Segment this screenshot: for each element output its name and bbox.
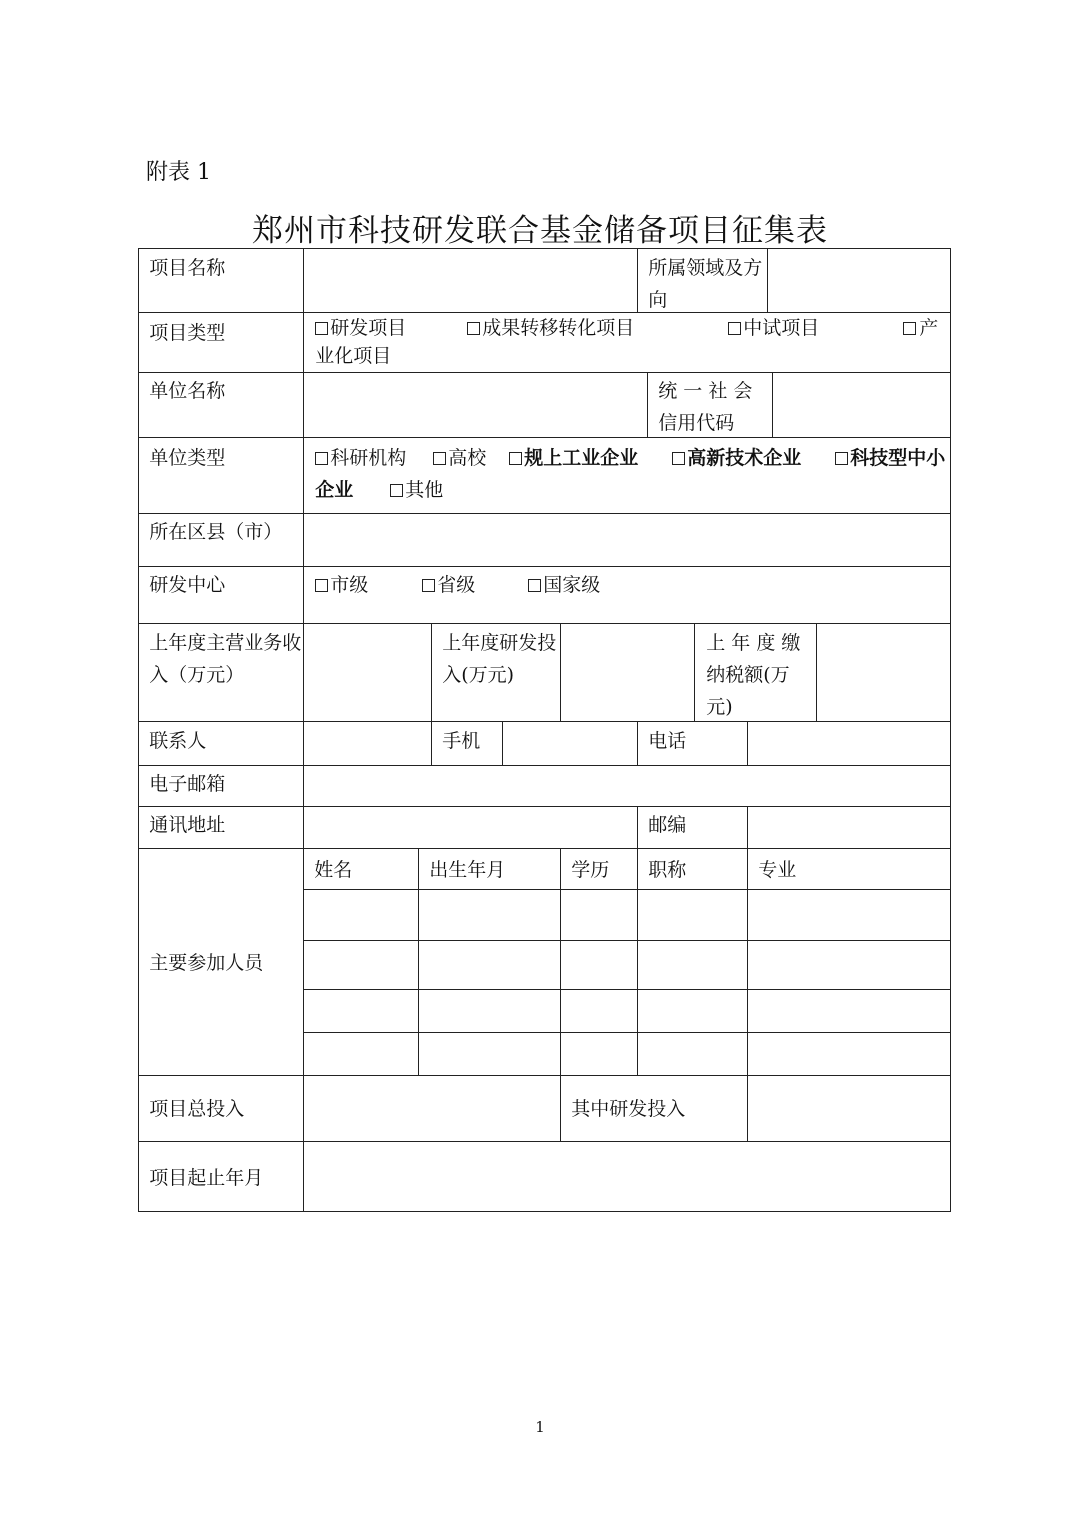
- field-direction-label: 所属领域及方向: [648, 257, 763, 312]
- postcode-label-cell: [637, 806, 748, 849]
- personnel-cell[interactable]: [637, 989, 748, 1033]
- attachment-label: 附表 1: [146, 160, 211, 185]
- mobile-label-cell: [431, 721, 503, 766]
- rd-center-label: 研发中心: [149, 574, 226, 597]
- personnel-cell[interactable]: [560, 989, 638, 1033]
- field-direction-input[interactable]: [767, 248, 951, 313]
- checkbox-icon[interactable]: [390, 484, 403, 497]
- period-label: 项目起止年月: [149, 1167, 264, 1190]
- credit-code-label-cell: [647, 372, 773, 438]
- period-label-cell: [138, 1141, 304, 1212]
- last-year-rd-input[interactable]: [560, 623, 695, 722]
- personnel-col-title: [637, 848, 748, 890]
- last-year-tax-input[interactable]: [816, 623, 951, 722]
- personnel-label-cell: [138, 848, 304, 1076]
- last-year-rd-label: 上年度研发投入(万元): [442, 632, 557, 687]
- total-investment-input[interactable]: [303, 1075, 561, 1142]
- project-type-options: [303, 312, 951, 373]
- personnel-cell[interactable]: [560, 940, 638, 990]
- credit-code-label: 统 一 社 会信用代码: [658, 380, 753, 435]
- page-number: 1: [535, 1418, 545, 1436]
- phone-label-cell: [637, 721, 748, 766]
- postcode-label: 邮编: [648, 814, 687, 837]
- unit-type-label-cell: [138, 437, 304, 514]
- rd-center-option-province[interactable]: 省级: [422, 569, 475, 601]
- personnel-cell[interactable]: [303, 1032, 419, 1076]
- postcode-input[interactable]: [747, 806, 951, 849]
- address-label-cell: [138, 806, 304, 849]
- district-label: 所在区县（市）: [149, 521, 283, 544]
- project-name-label: 项目名称: [149, 257, 226, 280]
- checkbox-icon[interactable]: [315, 579, 328, 592]
- email-label-cell: [138, 765, 304, 807]
- project-type-option-industrial: 产业化项目: [315, 317, 939, 368]
- unit-type-option-research[interactable]: 科研机构: [315, 442, 406, 474]
- project-name-label-cell: [138, 248, 304, 313]
- rd-center-options: [303, 566, 951, 624]
- unit-type-option-college[interactable]: 高校: [433, 442, 486, 474]
- mobile-input[interactable]: [502, 721, 638, 766]
- personnel-col-name-label: 姓名: [314, 859, 353, 882]
- contact-input[interactable]: [303, 721, 432, 766]
- period-input[interactable]: [303, 1141, 951, 1212]
- checkbox-icon[interactable]: [422, 579, 435, 592]
- personnel-cell[interactable]: [637, 940, 748, 990]
- personnel-label: 主要参加人员: [149, 952, 264, 975]
- project-type-option-transfer[interactable]: 成果转移转化项目: [467, 312, 634, 344]
- unit-name-label-cell: [138, 372, 304, 438]
- project-type-label: 项目类型: [149, 322, 226, 345]
- personnel-cell[interactable]: [747, 889, 951, 941]
- address-input[interactable]: [303, 806, 638, 849]
- personnel-col-title-label: 职称: [648, 859, 687, 882]
- field-direction-label-cell: [637, 248, 768, 313]
- personnel-cell[interactable]: [747, 1032, 951, 1076]
- personnel-cell[interactable]: [560, 1032, 638, 1076]
- personnel-cell[interactable]: [418, 940, 561, 990]
- personnel-cell[interactable]: [303, 989, 419, 1033]
- personnel-col-major-label: 专业: [758, 859, 797, 882]
- credit-code-input[interactable]: [772, 372, 951, 438]
- rd-center-option-city[interactable]: 市级: [315, 569, 368, 601]
- application-form: [139, 249, 952, 1213]
- personnel-col-birth-label: 出生年月: [429, 859, 506, 882]
- revenue-label-cell: [138, 623, 304, 722]
- personnel-cell[interactable]: [303, 940, 419, 990]
- phone-label: 电话: [648, 730, 687, 753]
- total-investment-label: 项目总投入: [149, 1098, 245, 1121]
- total-investment-label-cell: [138, 1075, 304, 1142]
- address-label: 通讯地址: [149, 814, 226, 837]
- form-title: 郑州市科技研发联合基金储备项目征集表: [252, 213, 828, 249]
- personnel-col-name: [303, 848, 419, 890]
- personnel-col-birth: [418, 848, 561, 890]
- checkbox-icon[interactable]: [528, 579, 541, 592]
- rd-investment-label-cell2: [560, 1075, 748, 1142]
- personnel-col-education-label: 学历: [571, 859, 610, 882]
- contact-label-cell: [138, 721, 304, 766]
- unit-type-option-other[interactable]: 其他: [390, 474, 443, 506]
- unit-type-option-sme: 科技型中小企业: [315, 447, 946, 502]
- personnel-cell[interactable]: [637, 889, 748, 941]
- personnel-cell[interactable]: [418, 989, 561, 1033]
- personnel-col-education: [560, 848, 638, 890]
- unit-type-options: [303, 437, 951, 514]
- mobile-label: 手机: [442, 730, 481, 753]
- project-type-option-rd[interactable]: 研发项目: [315, 312, 406, 344]
- rd-center-option-national[interactable]: 国家级: [528, 569, 600, 601]
- project-type-option-pilot[interactable]: 中试项目: [728, 312, 819, 344]
- rd-investment-label: 其中研发投入: [571, 1098, 686, 1121]
- personnel-cell[interactable]: [418, 1032, 561, 1076]
- rd-investment-input[interactable]: [747, 1075, 951, 1142]
- phone-input[interactable]: [747, 721, 951, 766]
- unit-type-option-industrial[interactable]: 规上工业企业: [509, 442, 638, 474]
- unit-type-label: 单位类型: [149, 447, 226, 470]
- email-label: 电子邮箱: [149, 773, 226, 796]
- project-type-label-cell: [138, 312, 304, 373]
- personnel-cell[interactable]: [637, 1032, 748, 1076]
- unit-type-option-hightech[interactable]: 高新技术企业: [672, 442, 801, 474]
- rd-investment-label-cell: [431, 623, 561, 722]
- personnel-cell[interactable]: [418, 889, 561, 941]
- personnel-cell[interactable]: [303, 889, 419, 941]
- personnel-cell[interactable]: [747, 940, 951, 990]
- revenue-input[interactable]: [303, 623, 432, 722]
- district-label-cell: [138, 513, 304, 567]
- personnel-cell[interactable]: [560, 889, 638, 941]
- contact-label: 联系人: [149, 730, 207, 753]
- project-name-input[interactable]: [303, 248, 638, 313]
- district-input[interactable]: [303, 513, 951, 567]
- revenue-label: 上年度主营业务收入（万元）: [149, 632, 302, 687]
- tax-label-cell: [694, 623, 817, 722]
- rd-center-label-cell: [138, 566, 304, 624]
- unit-name-input[interactable]: [303, 372, 648, 438]
- personnel-cell[interactable]: [747, 989, 951, 1033]
- personnel-col-major: [747, 848, 951, 890]
- last-year-tax-label: 上 年 度 缴纳税额(万元): [706, 632, 801, 719]
- email-input[interactable]: [303, 765, 951, 807]
- unit-name-label: 单位名称: [149, 380, 226, 403]
